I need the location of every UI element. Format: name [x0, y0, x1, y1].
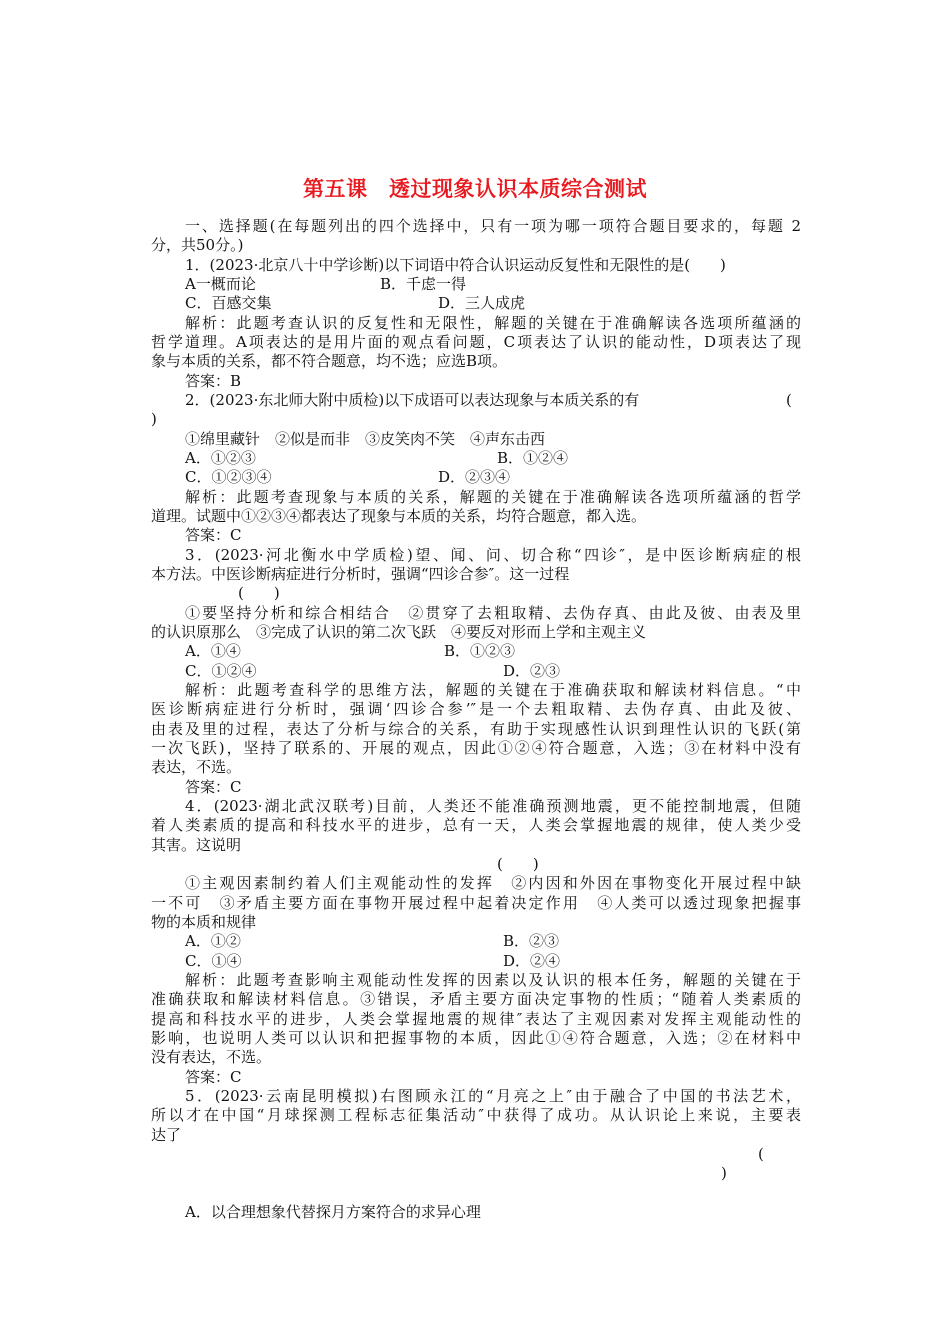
- option-a: A．①②③: [185, 449, 256, 467]
- answer-bracket-close: ): [721, 1164, 727, 1182]
- option-d: D．②③④: [438, 468, 511, 486]
- answer-bracket: ( ): [497, 855, 539, 873]
- statement-options: 一不可 ③矛盾主要方面在事物开展过程中起着决定作用 ④人类可以透过现象把握事: [151, 894, 801, 912]
- statement-options: ①要坚持分析和综合相结合 ②贯穿了去粗取精、去伪存真、由此及彼、由表及里: [185, 604, 801, 622]
- question-text: 着人类素质的提高和科技水平的进步，总有一天，人类会掌握地震的规律，使人类少受: [151, 816, 801, 834]
- answer-text: 答案：C: [185, 1068, 242, 1086]
- analysis-text: 解析：此题考查现象与本质的关系，解题的关键在于准确解读各选项所蕴涵的哲学: [185, 488, 801, 506]
- answer-text: 答案：B: [185, 372, 242, 390]
- analysis-text: 一次飞跃)，坚持了联系的、开展的观点，因此①②④符合题意，入选；③在材料中没有: [151, 739, 801, 757]
- option-c: C．①②③④: [185, 468, 272, 486]
- analysis-text: 医诊断病症进行分析时，强调‘四诊合参’″是一个去粗取精、去伪存真、由此及彼、: [151, 700, 801, 718]
- option-c: C．百感交集: [185, 294, 272, 312]
- question-1: 1．(2023·北京八十中学诊断)以下词语中符合认识运动反复性和无限性的是( ): [185, 256, 726, 274]
- analysis-text: 哲学道理。A项表达的是用片面的观点看问题，C项表达了认识的能动性，D项表达了现: [151, 333, 801, 351]
- option-a: A．①④: [185, 642, 241, 660]
- analysis-text: 影响，也说明人类可以认识和把握事物的本质，因此①④符合题意，入选；②在材料中: [151, 1029, 801, 1047]
- text-line: 分，共50分。): [151, 236, 244, 254]
- statement-options: ①绵里藏针 ②似是而非 ③皮笑肉不笑 ④声东击西: [185, 430, 546, 448]
- option-d: D．②④: [503, 952, 561, 970]
- question-text: 达了: [151, 1126, 182, 1144]
- option-b: B．②③: [503, 932, 560, 950]
- answer-bracket-open: (: [758, 1145, 764, 1163]
- answer-bracket: ( ): [238, 584, 280, 602]
- question-4: 4．(2023·湖北武汉联考)目前，人类还不能准确预测地震，更不能控制地震，但随: [185, 797, 801, 815]
- question-5: 5．(2023·云南昆明模拟)右图顾永江的“月亮之上″由于融合了中国的书法艺术，: [185, 1087, 801, 1105]
- analysis-text: 解析：此题考查科学的思维方法，解题的关键在于准确获取和解读材料信息。“中: [185, 681, 801, 699]
- answer-bracket-close: ): [151, 410, 157, 428]
- question-text: 本方法。中医诊断病症进行分析时，强调“四诊合参″。这一过程: [151, 565, 570, 583]
- analysis-text: 解析：此题考查影响主观能动性发挥的因素以及认识的根本任务，解题的关键在于: [185, 971, 801, 989]
- statement-options: 物的本质和规律: [151, 913, 257, 931]
- option-d: D．②③: [503, 662, 561, 680]
- section-heading: 一、选择题(在每题列出的四个选择中，只有一项为哪一项符合题目要求的，每题 2: [185, 217, 801, 235]
- question-3: 3．(2023·河北衡水中学质检)望、闻、问、切合称“四诊″，是中医诊断病症的根: [185, 546, 801, 564]
- analysis-text: 道理。试题中①②③④都表达了现象与本质的关系，均符合题意，都入选。: [151, 507, 647, 525]
- analysis-text: 表达，不选。: [151, 758, 242, 776]
- answer-text: 答案：C: [185, 778, 242, 796]
- option-b: B．千虑一得: [380, 275, 467, 293]
- answer-bracket-open: (: [786, 391, 792, 409]
- option-a: A．①②: [185, 932, 241, 950]
- analysis-text: 象与本质的关系，都不符合题意，均不选；应选B项。: [151, 352, 508, 370]
- statement-options: 的认识原那么 ③完成了认识的第二次飞跃 ④要反对形而上学和主观主义: [151, 623, 647, 641]
- question-text: 其害。这说明: [151, 836, 242, 854]
- question-text: 所以才在中国“月球探测工程标志征集活动″中获得了成功。从认识论上来说，主要表: [151, 1106, 801, 1124]
- analysis-text: 由表及里的过程，表达了分析与综合的关系，有助于实现感性认识到理性认识的飞跃(第: [151, 720, 801, 738]
- option-c: C．①④: [185, 952, 242, 970]
- answer-text: 答案：C: [185, 526, 242, 544]
- option-b: B．①②④: [497, 449, 569, 467]
- analysis-text: 提高和科技水平的进步，人类会掌握地震的规律″表达了主观因素对发挥主观能动性的: [151, 1010, 801, 1028]
- option-c: C．①②④: [185, 662, 257, 680]
- analysis-text: 没有表达，不选。: [151, 1048, 272, 1066]
- statement-options: ①主观因素制约着人们主观能动性的发挥 ②内因和外因在事物变化开展过程中缺: [185, 874, 801, 892]
- option-d: D．三人成虎: [438, 294, 526, 312]
- option-b: B．①②③: [444, 642, 516, 660]
- question-2: 2．(2023·东北师大附中质检)以下成语可以表达现象与本质关系的有: [185, 391, 640, 409]
- analysis-text: 解析：此题考查认识的反复性和无限性，解题的关键在于准确解读各选项所蕴涵的: [185, 314, 801, 332]
- option-a: A一概而论: [185, 275, 256, 293]
- option-a: A．以合理想象代替探月方案符合的求异心理: [185, 1203, 481, 1221]
- page-title: 第五课 透过现象认识本质综合测试: [303, 176, 647, 201]
- analysis-text: 准确获取和解读材料信息。③错误，矛盾主要方面决定事物的性质；“随着人类素质的: [151, 990, 801, 1008]
